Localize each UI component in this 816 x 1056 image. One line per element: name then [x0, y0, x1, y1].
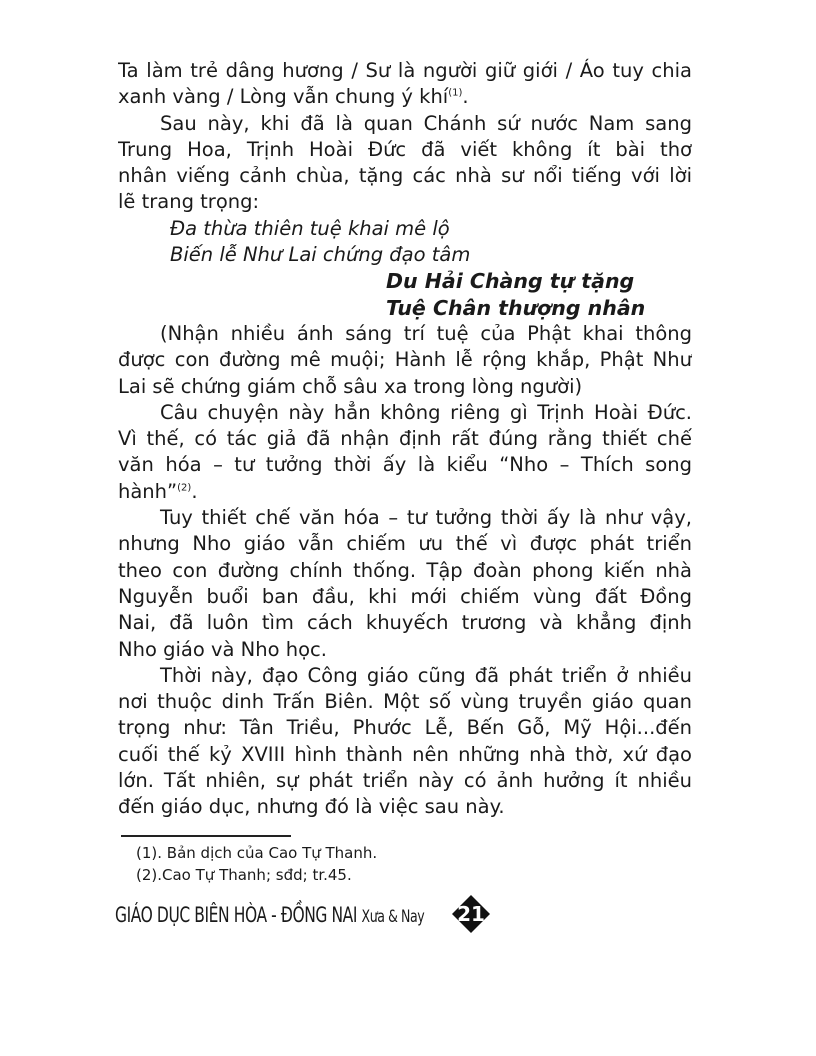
text-line — [118, 794, 692, 820]
line-text: Tuy thiết chế văn hóa – tư tưởng thời ấy là như vậy, — [160, 506, 692, 530]
line-text: Nguyễn buổi ban đầu, khi mới chiếm vùng đất Đồng — [118, 584, 692, 608]
line-text: nhưng Nho giáo vẫn chiếm ưu thế vì được phát triển — [118, 532, 692, 556]
text-line — [118, 426, 692, 452]
text-line — [118, 637, 692, 663]
line-text: Vì thế, có tác giả đã nhận định rất đúng rằng thiết chế — [118, 427, 692, 451]
line-text: Đa thừa thiên tuệ khai mê lộ — [170, 216, 450, 240]
page-number: 21 — [457, 902, 485, 926]
footnote-1: (1). Bản dịch của Cao Tự Thanh. — [136, 844, 378, 862]
line-text: văn hóa – tư tưởng thời ấy là kiểu “Nho – Thích song — [118, 453, 692, 477]
text-line — [118, 400, 692, 426]
line-text: (Nhận nhiều ánh sáng trí tuệ của Phật khai thông — [160, 321, 692, 345]
text-line — [118, 742, 692, 768]
line-text: cuối thế kỷ XVIII hình thành nên những nhà thờ, xứ đạo — [118, 742, 692, 766]
line-text: Ta làm trẻ dâng hương / Sư là người giữ giới / Áo tuy chia — [118, 59, 692, 82]
footer-title: GIÁO DỤC BIÊN HÒA - ĐỒNG NAI — [115, 903, 358, 927]
text-line — [118, 531, 692, 557]
text-line — [118, 689, 692, 715]
text-line — [118, 505, 692, 531]
text-line — [118, 610, 692, 636]
line-text: lẽ trang trọng: — [118, 190, 260, 214]
diamond-badge-icon — [451, 894, 491, 934]
text-line — [118, 663, 692, 689]
line-text: Biến lễ Như Lai chứng đạo tâm — [170, 243, 471, 267]
line-text: Du Hải Chàng tự tặng — [386, 269, 635, 294]
footnote-2: (2).Cao Tự Thanh; sđd; tr.45. — [136, 866, 352, 884]
footnote-divider — [121, 835, 291, 837]
text-line — [118, 163, 692, 189]
line-text: theo con đường chính thống. Tập đoàn phong kiến nhà — [118, 558, 692, 582]
text-line — [118, 295, 692, 321]
line-text: Nai, đã luôn tìm cách khuyếch trương và khẳng định — [118, 611, 692, 635]
text-line — [118, 479, 692, 505]
text-line — [118, 374, 692, 400]
line-text: hành” — [118, 479, 178, 503]
text-line — [118, 584, 692, 610]
text-line — [118, 216, 692, 242]
text-line — [118, 111, 692, 137]
text-line — [118, 452, 692, 478]
line-text: nơi thuộc dinh Trấn Biên. Một số vùng truyền giáo quan — [118, 690, 692, 714]
line-text: Lai sẽ chứng giám chỗ sâu xa trong lòng người) — [118, 374, 583, 398]
text-line — [118, 84, 692, 110]
line-text: nhân viếng cảnh chùa, tặng các nhà sư nổi tiếng với lời — [118, 164, 692, 188]
line-text: Trung Hoa, Trịnh Hoài Đức đã viết không ít bài thơ — [118, 137, 692, 161]
line-text: trọng như: Tân Triều, Phước Lễ, Bến Gỗ, Mỹ Hội...đến — [118, 716, 692, 740]
text-line — [118, 189, 692, 215]
text-line — [118, 347, 692, 373]
line-tail: . — [191, 479, 198, 503]
text-line — [118, 58, 692, 84]
line-text: Nho giáo và Nho học. — [118, 637, 327, 661]
page-number-badge — [451, 894, 491, 934]
text-line — [118, 558, 692, 584]
line-text: Câu chuyện này hẳn không riêng gì Trịnh Hoài Đức. — [160, 400, 692, 424]
text-line — [118, 268, 692, 294]
line-text: được con đường mê muội; Hành lễ rộng khắp, Phật Như — [118, 348, 692, 372]
text-line — [118, 242, 692, 268]
line-text: Tuệ Chân thượng nhân — [386, 295, 646, 320]
running-footer — [115, 897, 492, 933]
line-text: đến giáo dục, nhưng đó là việc sau này. — [118, 795, 505, 819]
text-line — [118, 715, 692, 741]
line-text: Thời này, đạo Công giáo cũng đã phát triển ở nhiều — [160, 663, 692, 687]
text-line — [118, 137, 692, 163]
footnote-ref: (2) — [177, 482, 192, 494]
footnote-ref: (1) — [448, 87, 463, 99]
line-text: Sau này, khi đã là quan Chánh sứ nước Nam sang — [160, 111, 692, 135]
line-text: xanh vàng / Lòng vẫn chung ý khí — [118, 85, 449, 109]
line-tail: . — [462, 85, 469, 109]
body-text — [118, 58, 692, 821]
footer-suffix: Xưa & Nay — [361, 907, 425, 927]
text-line — [118, 768, 692, 794]
line-text: lớn. Tất nhiên, sự phát triển này có ảnh hưởng ít nhiều — [118, 769, 692, 793]
text-line — [118, 321, 692, 347]
